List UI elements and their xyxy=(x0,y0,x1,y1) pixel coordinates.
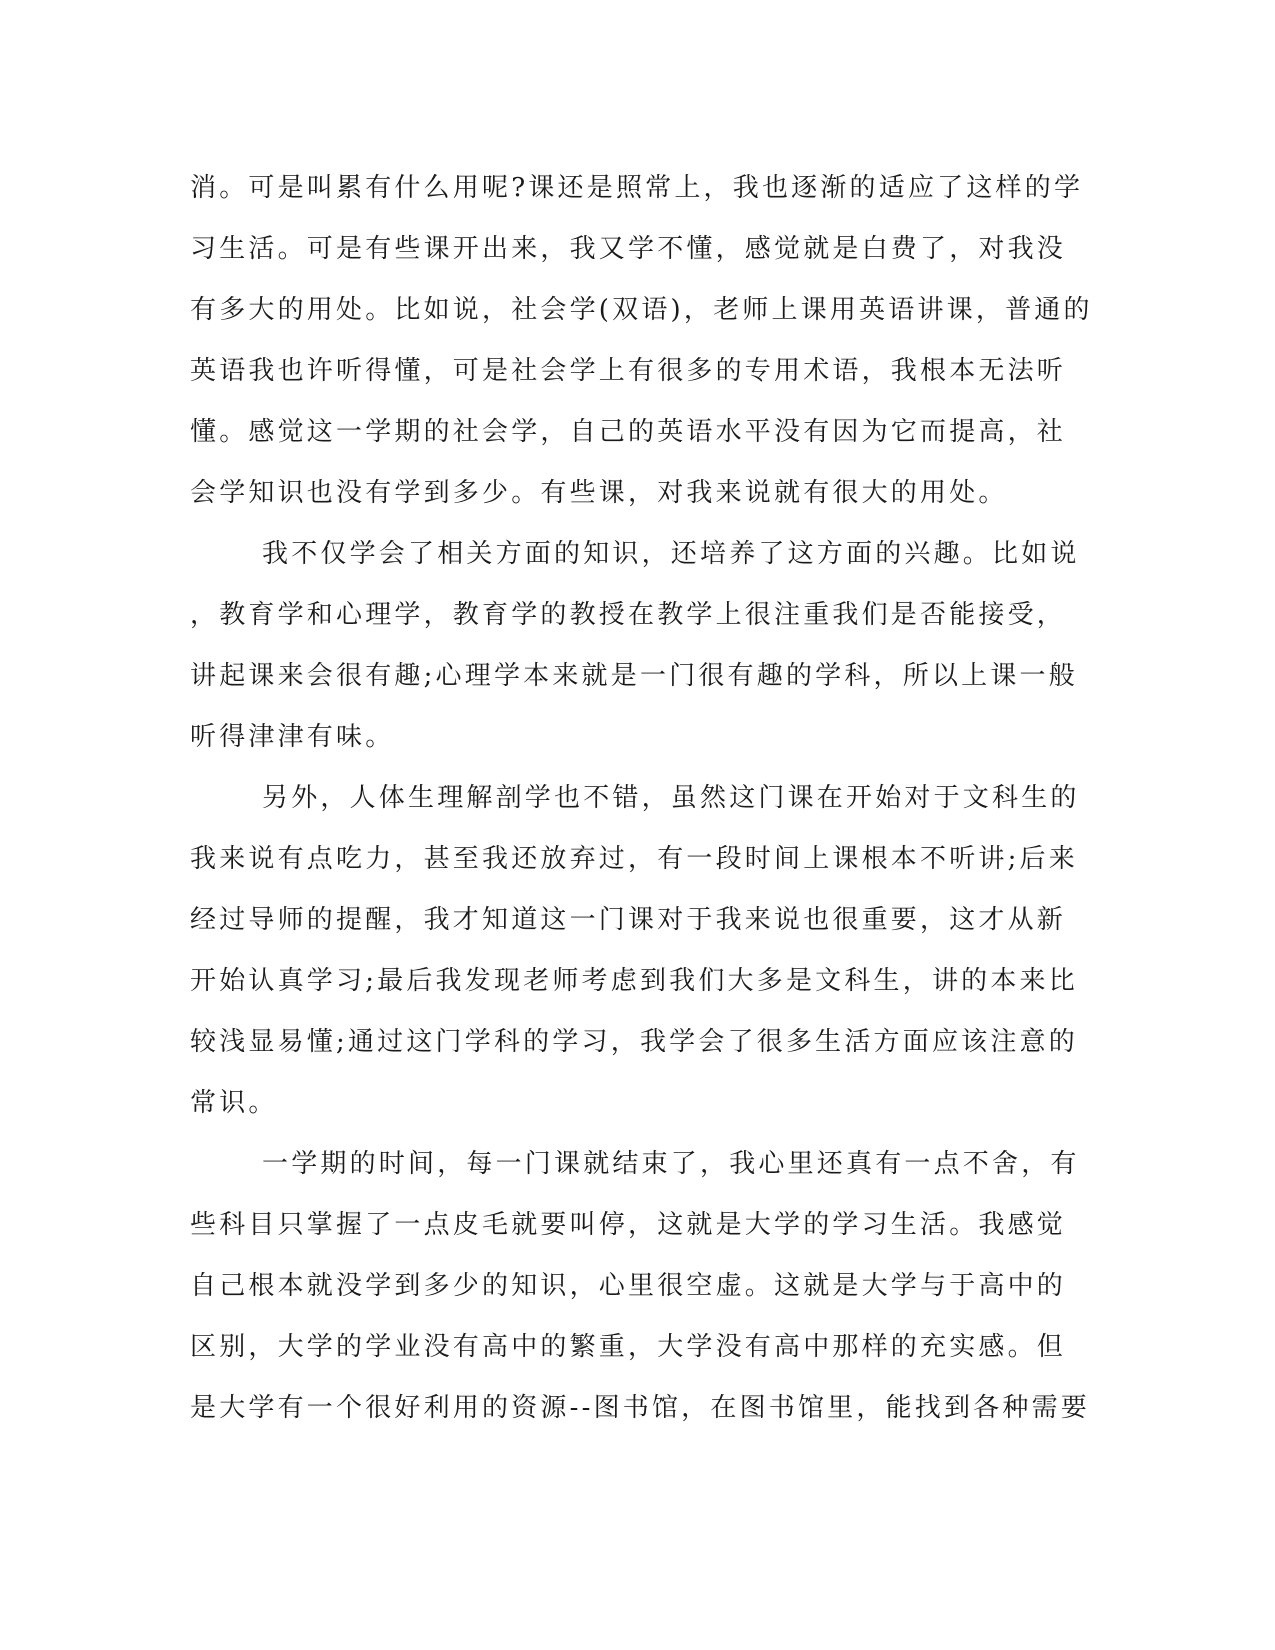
paragraph-4 xyxy=(190,1134,1090,1439)
paragraph-3 xyxy=(190,768,1090,1134)
text-line: 有多大的用处。比如说，社会学(双语)，老师上课用英语讲课，普通的 xyxy=(190,295,1093,325)
text-line: 较浅显易懂;通过这门学科的学习，我学会了很多生活方面应该注意的 xyxy=(190,1027,1078,1057)
text-line: 些科目只掌握了一点皮毛就要叫停，这就是大学的学习生活。我感觉 xyxy=(190,1210,1067,1240)
text-line: 经过导师的提醒，我才知道这一门课对于我来说也很重要，这才从新 xyxy=(190,905,1067,935)
text-line: 另外，人体生理解剖学也不错，虽然这门课在开始对于文科生的 xyxy=(262,783,1080,813)
text-line: 英语我也许听得懂，可是社会学上有很多的专用术语，我根本无法听 xyxy=(190,356,1067,386)
text-line: 常识。 xyxy=(190,1088,278,1118)
document-body xyxy=(190,158,1093,1439)
text-line: 会学知识也没有学到多少。有些课，对我来说就有很大的用处。 xyxy=(190,478,1008,508)
text-line: 消。可是叫累有什么用呢?课还是照常上，我也逐渐的适应了这样的学 xyxy=(190,173,1084,203)
text-line: 我不仅学会了相关方面的知识，还培养了这方面的兴趣。比如说 xyxy=(262,539,1080,569)
text-line: 讲起课来会很有趣;心理学本来就是一门很有趣的学科，所以上课一般 xyxy=(190,661,1078,691)
text-line: 我来说有点吃力，甚至我还放弃过，有一段时间上课根本不听讲;后来 xyxy=(190,844,1078,874)
text-line: ，教育学和心理学，教育学的教授在教学上很注重我们是否能接受， xyxy=(190,600,1067,630)
text-line: 自己根本就没学到多少的知识，心里很空虚。这就是大学与于高中的 xyxy=(190,1271,1067,1301)
text-line: 区别，大学的学业没有高中的繁重，大学没有高中那样的充实感。但 xyxy=(190,1332,1067,1362)
text-line: 是大学有一个很好利用的资源--图书馆，在图书馆里，能找到各种需要 xyxy=(190,1393,1090,1423)
text-line: 一学期的时间，每一门课就结束了，我心里还真有一点不舍，有 xyxy=(262,1149,1080,1179)
text-line: 习生活。可是有些课开出来，我又学不懂，感觉就是白费了，对我没 xyxy=(190,234,1067,264)
paragraph-1 xyxy=(190,158,1093,524)
text-line: 开始认真学习;最后我发现老师考虑到我们大多是文科生，讲的本来比 xyxy=(190,966,1078,996)
text-line: 懂。感觉这一学期的社会学，自己的英语水平没有因为它而提高，社 xyxy=(190,417,1067,447)
paragraph-2 xyxy=(190,524,1090,768)
text-line: 听得津津有味。 xyxy=(190,722,395,752)
